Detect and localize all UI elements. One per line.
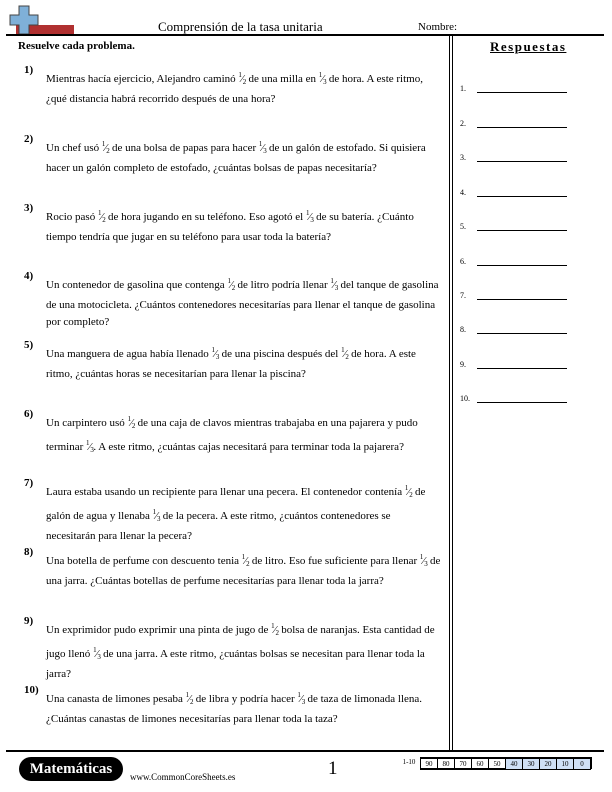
- footer-divider: [6, 750, 604, 752]
- fraction: $^1⁄_2$: [227, 277, 235, 292]
- page-number: 1: [328, 758, 338, 779]
- question-number: 7): [24, 477, 34, 489]
- fraction: $^1⁄_3$: [306, 209, 314, 224]
- fraction: $^1⁄_3$: [93, 646, 101, 661]
- answer-blank[interactable]: [477, 92, 567, 93]
- score-cell: 20: [539, 758, 557, 770]
- question-text: Un chef usó $^1⁄_2$ de una bolsa de papas para hacer $^1⁄_3$ de un galón de estofado. Si quisiera hacer un galón completo de estofado, ¿cuántas bolsas de papas necesitaría?: [46, 140, 426, 174]
- fraction: $^1⁄_2$: [404, 484, 413, 499]
- fraction: $^1⁄_3$: [297, 691, 305, 706]
- fraction: $^1⁄_3$: [258, 140, 267, 155]
- fraction: $^1⁄_2$: [97, 209, 106, 224]
- score-table: [397, 757, 592, 769]
- instructions: Resuelve cada problema.: [18, 40, 135, 52]
- fraction: $^1⁄_2$: [238, 71, 246, 86]
- column-divider: [449, 35, 450, 750]
- answer-blank[interactable]: [477, 402, 567, 403]
- website-link[interactable]: www.CommonCoreSheets.es: [130, 772, 236, 782]
- fraction: $^1⁄_3$: [318, 71, 327, 86]
- score-label: 1-10: [402, 758, 416, 766]
- question-number: 2): [24, 133, 34, 145]
- answer-blank[interactable]: [477, 127, 567, 128]
- question-number: 9): [24, 615, 34, 627]
- answer-label: 9.: [460, 360, 466, 369]
- question-text: Rocio pasó $^1⁄_2$ de hora jugando en su teléfono. Eso agotó el $^1⁄_3$ de su batería. ¿Cuánto tiempo tendría que jugar en su teléfono para usar toda la batería?: [46, 209, 414, 243]
- score-cell: 0: [573, 758, 591, 770]
- answers-heading: Respuestas: [490, 39, 567, 54]
- answer-label: 3.: [460, 153, 466, 162]
- fraction: $^1⁄_2$: [271, 622, 279, 637]
- score-cell: 60: [471, 758, 489, 770]
- answer-blank[interactable]: [477, 230, 567, 231]
- score-cell: 10: [556, 758, 574, 770]
- question-number: 6): [24, 408, 34, 420]
- question-number: 3): [24, 202, 34, 214]
- score-cell: 90: [420, 758, 438, 770]
- answer-label: 8.: [460, 325, 466, 334]
- fraction: $^1⁄_2$: [185, 691, 193, 706]
- question-number: 1): [24, 64, 34, 76]
- question-number: 5): [24, 339, 34, 351]
- answer-label: 7.: [460, 291, 466, 300]
- answer-blank[interactable]: [477, 265, 567, 266]
- score-cell: 30: [522, 758, 540, 770]
- question-number: 4): [24, 270, 34, 282]
- score-cell: 40: [505, 758, 523, 770]
- answer-label: 2.: [460, 119, 466, 128]
- name-label: Nombre:: [418, 21, 458, 33]
- fraction: $^1⁄_3$: [330, 277, 338, 292]
- fraction: $^1⁄_3$: [419, 553, 428, 568]
- score-cell: 80: [437, 758, 455, 770]
- fraction: $^1⁄_2$: [341, 346, 349, 361]
- fraction: $^1⁄_3$: [211, 346, 219, 361]
- header-divider: [6, 34, 604, 36]
- column-divider-inner: [452, 35, 453, 750]
- site-logo-icon: [6, 5, 84, 35]
- answer-label: 6.: [460, 257, 466, 266]
- answer-blank[interactable]: [477, 161, 567, 162]
- fraction: $^1⁄_2$: [127, 415, 135, 430]
- answer-label: 1.: [460, 84, 466, 93]
- answer-label: 5.: [460, 222, 466, 231]
- fraction: $^1⁄_2$: [101, 140, 110, 155]
- fraction: $^1⁄_3$: [152, 508, 160, 523]
- question-text: Un exprimidor pudo exprimir una pinta de jugo de $^1⁄_2$ bolsa de naranjas. Esta cantidad de jugo llenó $^1⁄_3$ de una jarra. A este ritmo, ¿cuántas bolsas se necesitan para llenar toda la jarra?: [46, 622, 435, 680]
- question-text: Una canasta de limones pesaba $^1⁄_2$ de libra y podría hacer $^1⁄_3$ de taza de limonada llena. ¿Cuántas canastas de limones necesitarías para llenar toda la taza?: [46, 691, 423, 725]
- answer-label: 4.: [460, 188, 466, 197]
- answer-blank[interactable]: [477, 299, 567, 300]
- question-text: Un carpintero usó $^1⁄_2$ de una caja de clavos mientras trabajaba en una pajarera y pudo terminar $^1⁄_3$. A este ritmo, ¿cuántas cajas necesitará para terminar toda la pajarera?: [46, 415, 418, 454]
- score-cell: 70: [454, 758, 472, 770]
- subject-badge: Matemáticas: [19, 757, 123, 781]
- score-cells: [420, 757, 592, 769]
- question-text: Una manguera de agua había llenado $^1⁄_3$ de una piscina después del $^1⁄_2$ de hora. A este ritmo, ¿cuántas horas se necesitarían para llenar la piscina?: [46, 346, 416, 380]
- question-text: Una botella de perfume con descuento tenia $^1⁄_2$ de litro. Eso fue suficiente para llenar $^1⁄_3$ de una jarra. ¿Cuántas botellas de perfume necesitarías para llenar toda la jarra?: [46, 553, 441, 587]
- fraction: $^1⁄_3$: [86, 439, 94, 454]
- answer-blank[interactable]: [477, 196, 567, 197]
- answer-blank[interactable]: [477, 368, 567, 369]
- question-number: 8): [24, 546, 34, 558]
- score-cell: 50: [488, 758, 506, 770]
- question-number: 10): [24, 684, 39, 696]
- question-text: Laura estaba usando un recipiente para llenar una pecera. El contenedor contenía $^1⁄_2$ de galón de agua y llenaba $^1⁄_3$ de la pecera. A este ritmo, ¿cuántos contenedores se necesitarán para llenar la pecera?: [46, 484, 426, 542]
- answer-blank[interactable]: [477, 333, 567, 334]
- question-text: Un contenedor de gasolina que contenga $^1⁄_2$ de litro podría llenar $^1⁄_3$ del tanque de gasolina de una motocicleta. ¿Cuántos contenedores necesitarías para llenar el tanque de gasolina por completo?: [46, 277, 439, 328]
- worksheet-title: Comprensión de la tasa unitaria: [158, 19, 323, 34]
- answer-label: 10.: [460, 394, 470, 403]
- fraction: $^1⁄_2$: [241, 553, 250, 568]
- question-text: Mientras hacía ejercicio, Alejandro caminó $^1⁄_2$ de una milla en $^1⁄_3$ de hora. A este ritmo, ¿qué distancia habrá recorrido después de una hora?: [46, 71, 423, 105]
